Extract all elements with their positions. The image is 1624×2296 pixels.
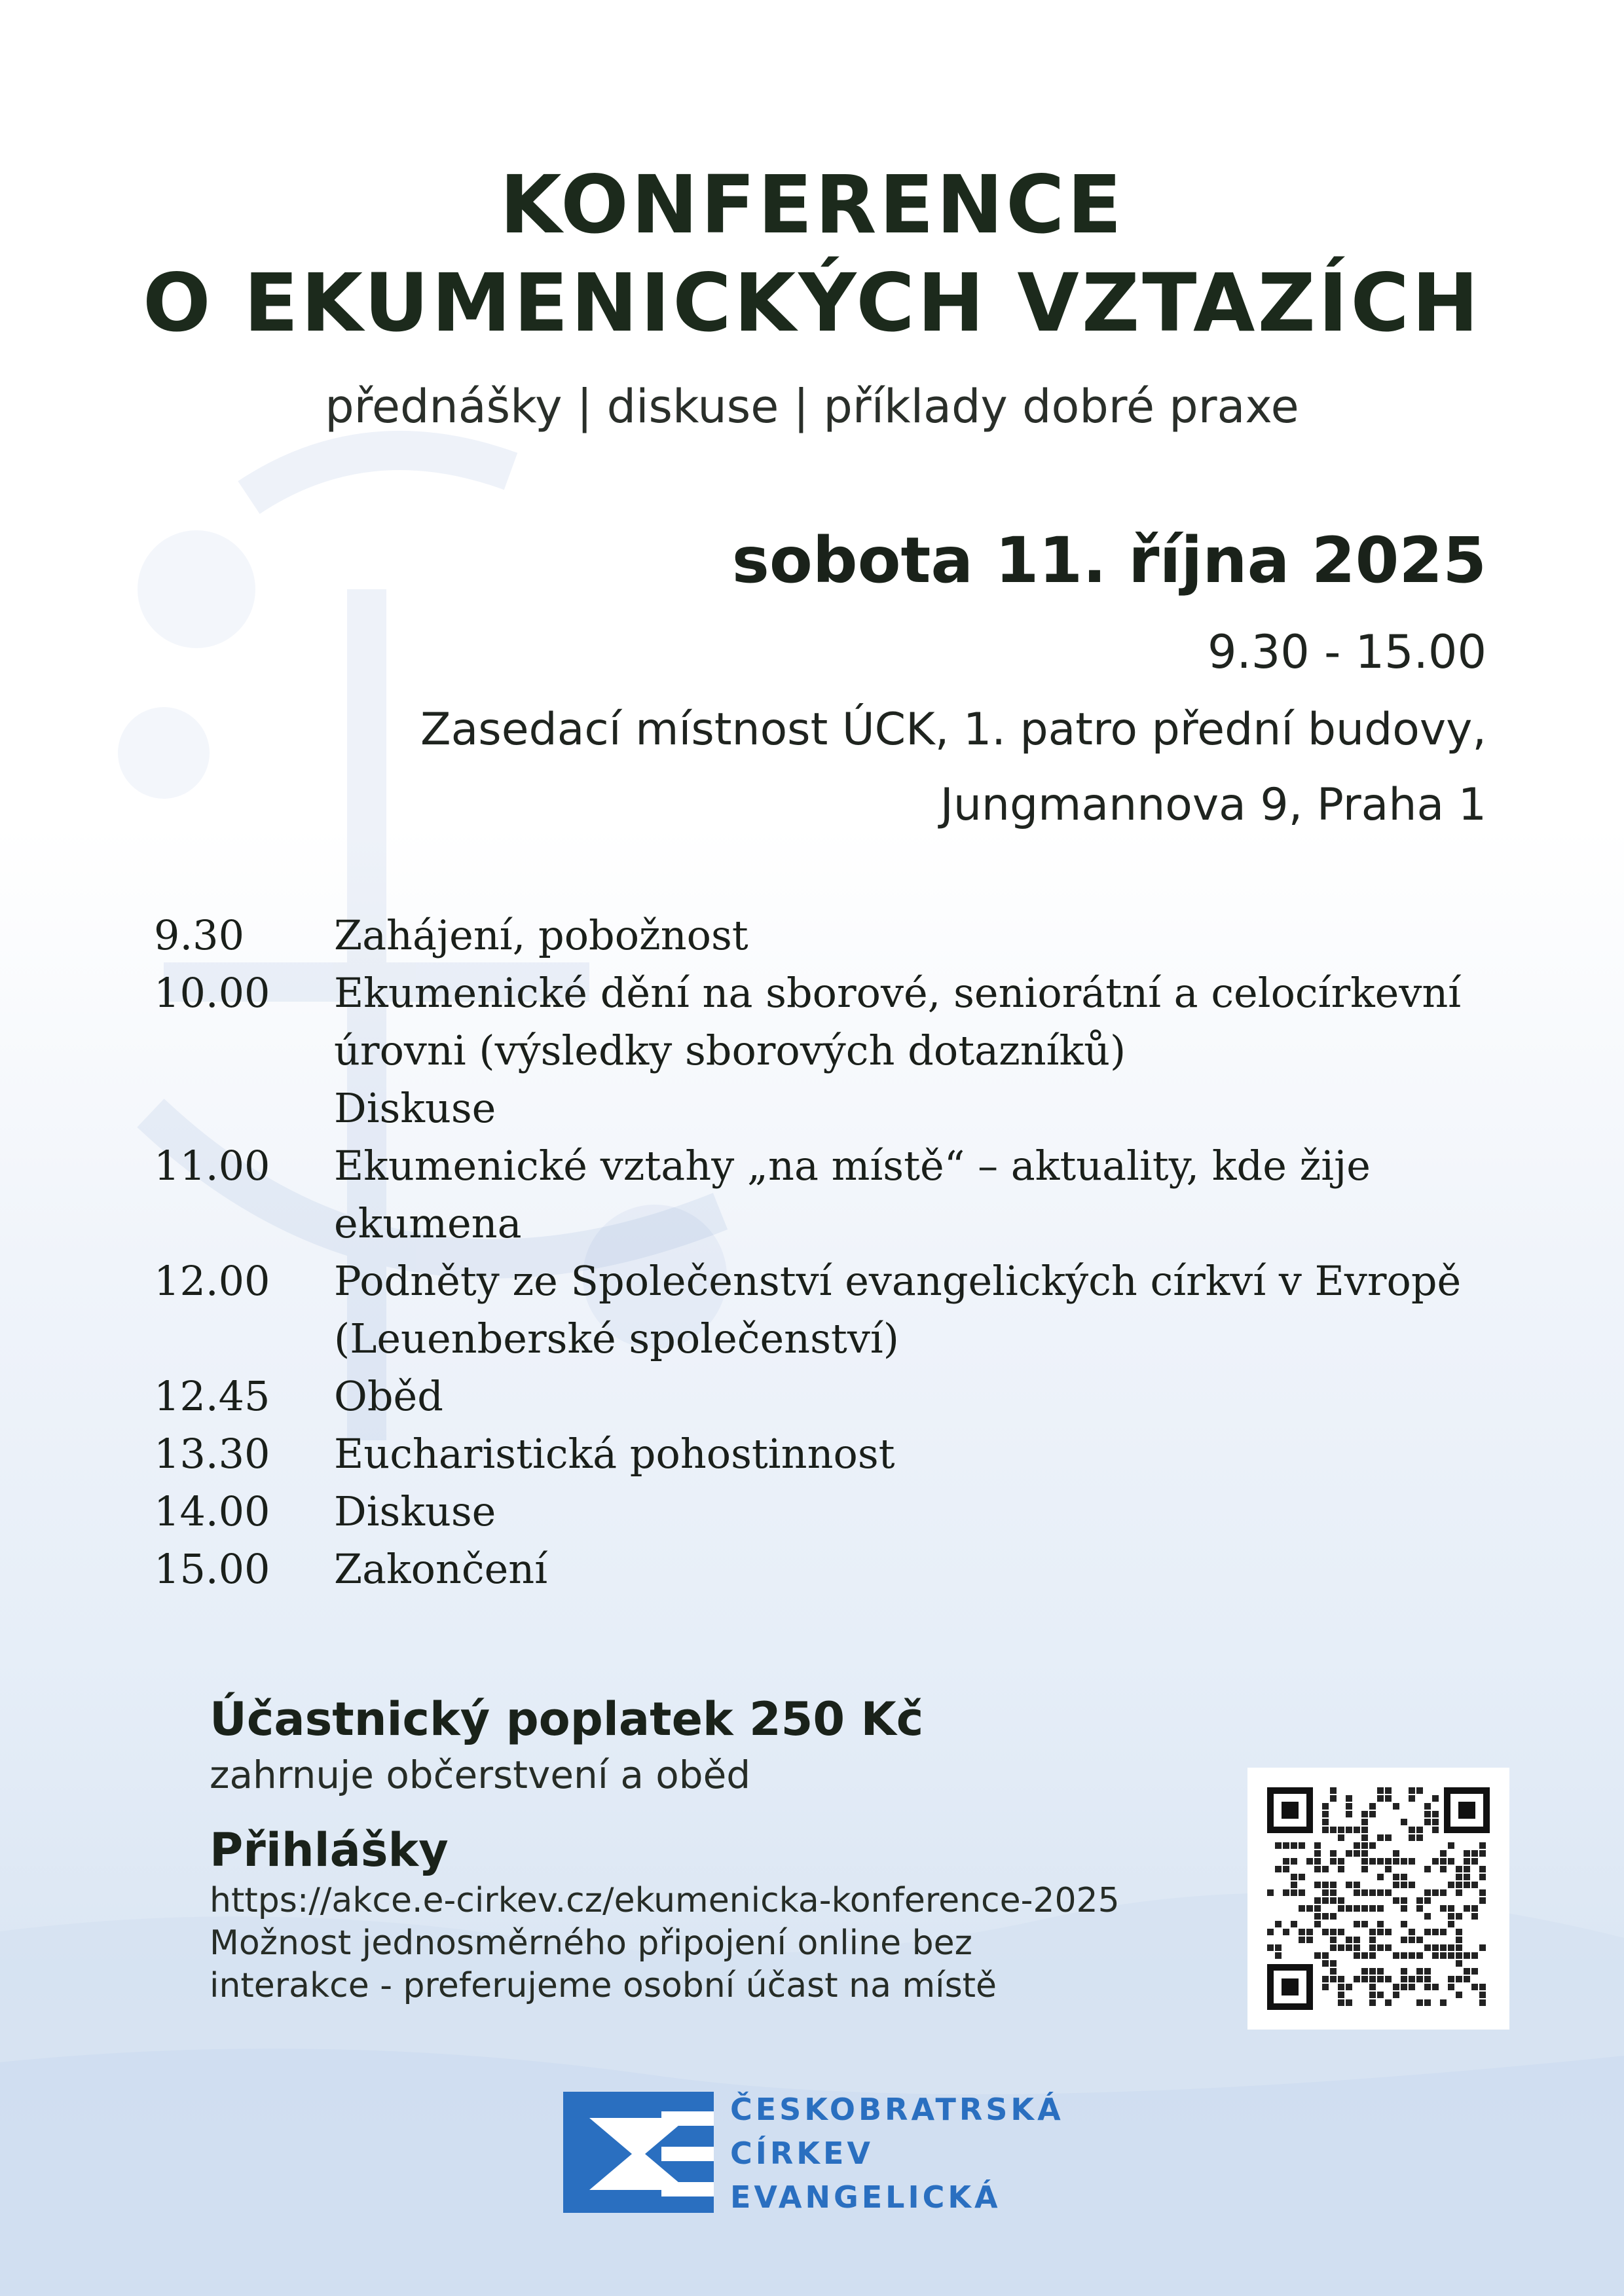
program-description: Oběd — [334, 1372, 443, 1420]
program-description: (Leuenberské společenství) — [334, 1315, 899, 1362]
program-item — [154, 1425, 1516, 1483]
program-time: 9.30 — [154, 911, 245, 959]
online-note-line-2: interakce - preferujeme osobní účast na místě — [210, 1966, 997, 2005]
program-description: Eucharistická pohostinnost — [334, 1430, 895, 1478]
program-description: ekumena — [334, 1199, 522, 1247]
title-line-2: O EKUMENICKÝCH VZTAZÍCH — [143, 257, 1481, 350]
program-time: 10.00 — [154, 969, 270, 1017]
program-description: Zahájení, pobožnost — [334, 911, 748, 959]
event-venue-line-2: Jungmannova 9, Praha 1 — [940, 779, 1486, 831]
title-line-1: KONFERENCE — [500, 158, 1124, 251]
fee-title: Účastnický poplatek 250 Kč — [210, 1692, 924, 1746]
logo-text-line-1: ČESKOBRATRSKÁ — [730, 2092, 1064, 2127]
program-schedule — [154, 907, 1516, 1598]
fee-note: zahrnuje občerstvení a oběd — [210, 1753, 751, 1797]
program-item — [154, 964, 1516, 1137]
program-time: 11.00 — [154, 1142, 270, 1190]
program-description: Podněty ze Společenství evangelických církví v Evropě — [334, 1257, 1462, 1305]
program-time: 14.00 — [154, 1487, 270, 1535]
online-note-line-1: Možnost jednosměrného připojení online bez — [210, 1923, 972, 1963]
qr-code-icon[interactable] — [1247, 1768, 1509, 2030]
event-date: sobota 11. října 2025 — [731, 524, 1486, 597]
logo-text-line-2: CÍRKEV — [730, 2136, 874, 2171]
program-item — [154, 1137, 1516, 1252]
program-description: úrovni (výsledky sborových dotazníků) — [334, 1027, 1126, 1074]
program-time: 15.00 — [154, 1545, 270, 1593]
event-time: 9.30 - 15.00 — [1207, 625, 1486, 679]
program-item — [154, 1483, 1516, 1540]
program-description: Ekumenické vztahy „na místě“ – aktuality, kde žije — [334, 1142, 1371, 1190]
program-time: 12.00 — [154, 1257, 270, 1305]
program-item — [154, 1252, 1516, 1368]
program-item — [154, 907, 1516, 964]
program-description: Diskuse — [334, 1084, 496, 1132]
program-item — [154, 1368, 1516, 1425]
program-description: Zakončení — [334, 1545, 548, 1593]
program-time: 12.45 — [154, 1372, 270, 1420]
logo-text-line-3: EVANGELICKÁ — [730, 2179, 1001, 2215]
subtitle: přednášky | diskuse | příklady dobré praxe — [325, 380, 1299, 433]
program-time: 13.30 — [154, 1430, 270, 1478]
registration-url[interactable]: https://akce.e-cirkev.cz/ekumenicka-konference-2025 — [210, 1881, 1120, 1920]
event-venue-line-1: Zasedací místnost ÚCK, 1. patro přední budovy, — [420, 704, 1486, 756]
program-item — [154, 1540, 1516, 1598]
program-description: Ekumenické dění na sborové, seniorátní a celocírkevní — [334, 969, 1462, 1017]
registration-title: Přihlášky — [210, 1823, 449, 1877]
program-description: Diskuse — [334, 1487, 496, 1535]
